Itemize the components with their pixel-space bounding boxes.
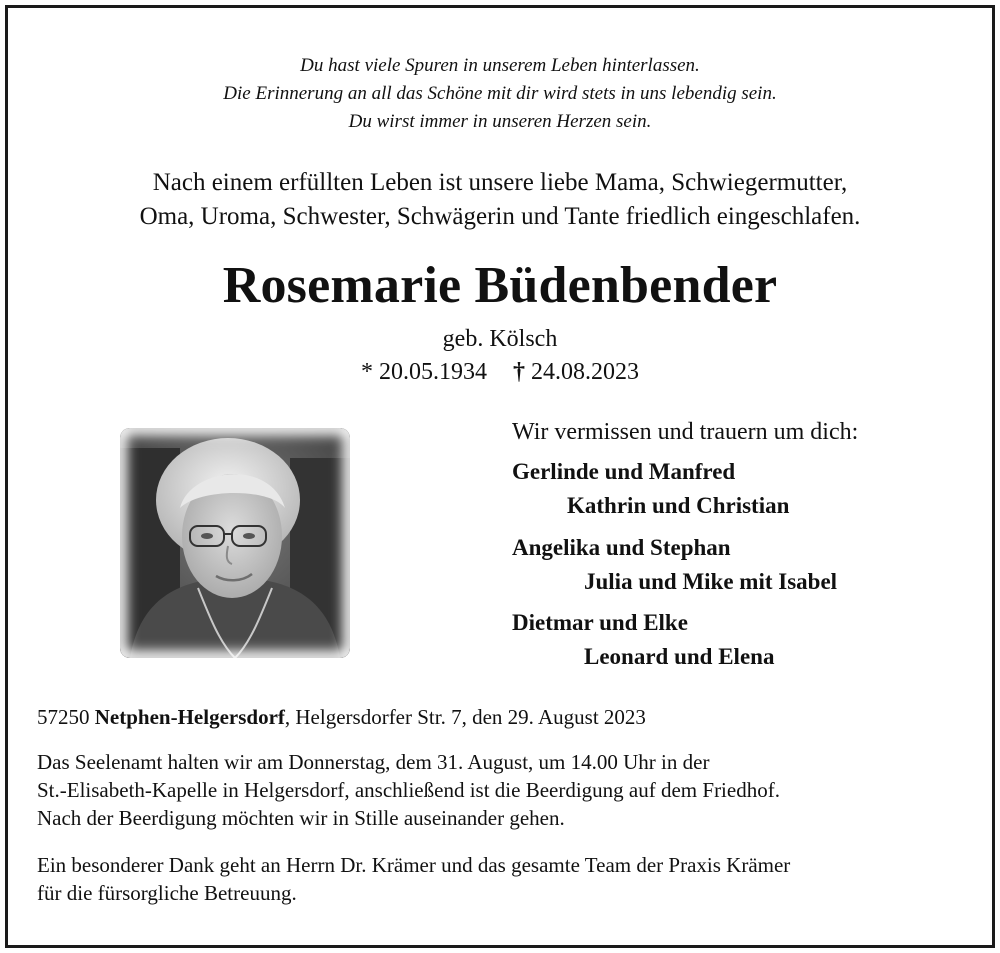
birth-name: geb. Kölsch	[442, 326, 558, 352]
service-info	[37, 748, 780, 832]
poem-line: Du wirst immer in unseren Herzen sein.	[348, 111, 652, 132]
cross-icon: †	[513, 359, 525, 385]
death-date: 24.08.2023	[531, 359, 639, 385]
service-line: Nach der Beerdigung möchten wir in Stille auseinander gehen.	[37, 806, 565, 830]
intro-line: Oma, Uroma, Schwester, Schwägerin und Tante friedlich eingeschlafen.	[139, 203, 861, 230]
town-name: Netphen-Helgersdorf	[94, 705, 285, 729]
family-children: Leonard und Elena	[584, 644, 775, 669]
postal-code: 57250	[37, 705, 90, 729]
family-parents: Dietmar und Elke	[512, 610, 688, 635]
poem-line: Die Erinnerung an all das Schöne mit dir wird stets in uns lebendig sein.	[223, 83, 777, 104]
family-parents: Angelika und Stephan	[512, 535, 731, 560]
family-parents: Gerlinde und Manfred	[512, 459, 736, 484]
memorial-poem	[0, 52, 1000, 136]
birth-date: * 20.05.1934	[361, 359, 487, 385]
deceased-name: Rosemarie Büdenbender	[222, 257, 778, 314]
life-dates	[0, 356, 1000, 388]
thanks-info	[37, 851, 790, 907]
thanks-line: Ein besonderer Dank geht an Herrn Dr. Krämer und das gesamte Team der Praxis Krämer	[37, 853, 791, 877]
address-line	[37, 703, 646, 731]
family-children: Julia und Mike mit Isabel	[584, 569, 838, 594]
intro-text	[0, 166, 1000, 234]
mourning-heading: Wir vermissen und trauern um dich:	[512, 419, 859, 445]
portrait-photo	[120, 428, 350, 658]
thanks-line: für die fürsorgliche Betreuung.	[37, 881, 297, 905]
service-line: Das Seelenamt halten wir am Donnerstag, dem 31. August, um 14.00 Uhr in der	[37, 750, 710, 774]
intro-line: Nach einem erfüllten Leben ist unsere liebe Mama, Schwiegermutter,	[152, 169, 848, 196]
service-line: St.-Elisabeth-Kapelle in Helgersdorf, anschließend ist die Beerdigung auf dem Friedhof.	[37, 778, 780, 802]
address-detail: , Helgersdorfer Str. 7, den 29. August 2023	[284, 705, 646, 729]
poem-line: Du hast viele Spuren in unserem Leben hinterlassen.	[300, 55, 700, 76]
family-children: Kathrin und Christian	[567, 493, 790, 518]
